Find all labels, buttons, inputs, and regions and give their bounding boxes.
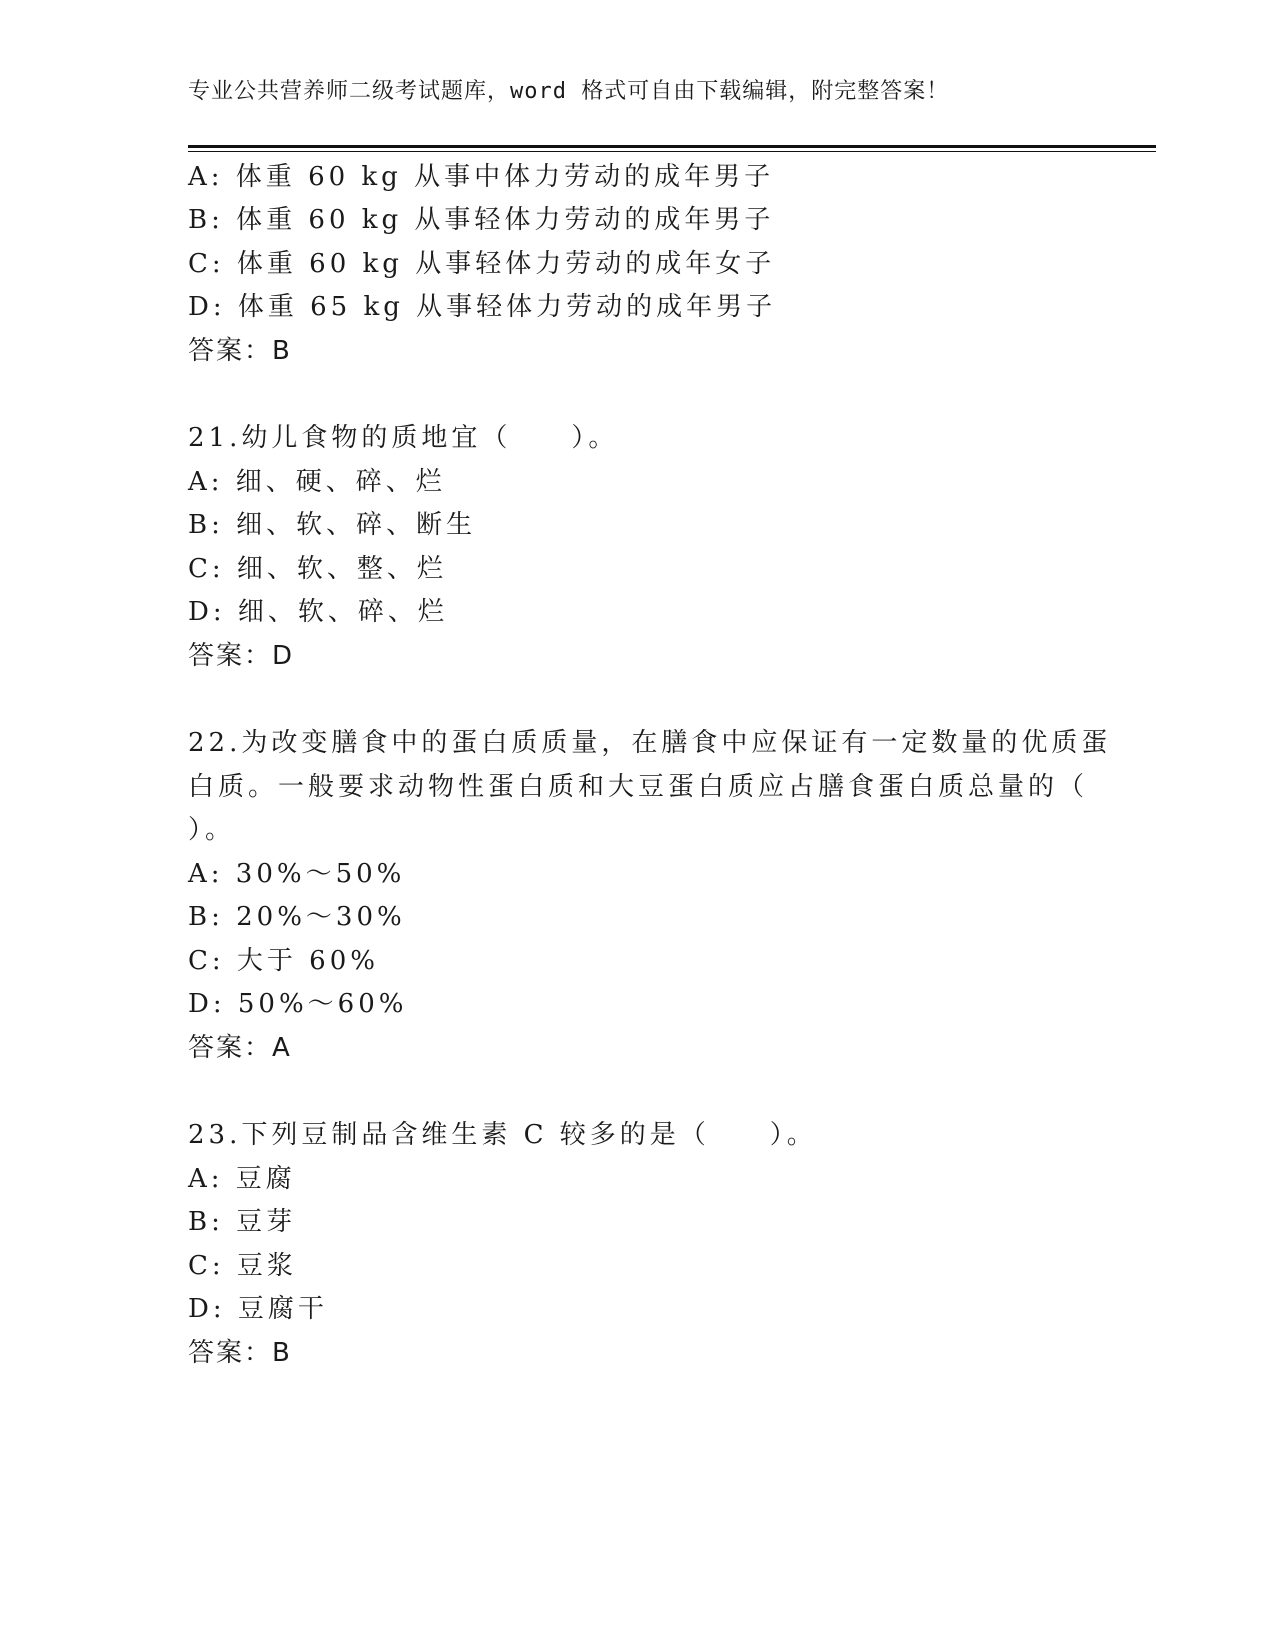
q23-option-a: A: 豆腐: [188, 1164, 296, 1194]
q22-option-d: D: 50%～60%: [188, 989, 408, 1019]
q22-option-c: C: 大于 60%: [188, 946, 379, 976]
header-rule-thin: [188, 151, 1156, 152]
q20-option-a: A: 体重 60 kg 从事中体力劳动的成年男子: [188, 162, 775, 192]
q21-answer: 答案：D: [188, 641, 295, 671]
q21-option-a: A: 细、硬、碎、烂: [188, 467, 446, 497]
q22-option-b: B: 20%～30%: [188, 902, 406, 932]
q23-option-d: D: 豆腐干: [188, 1294, 328, 1324]
q23-answer: 答案：B: [188, 1338, 292, 1368]
q22-stem-line-2: 白质。一般要求动物性蛋白质和大豆蛋白质应占膳食蛋白质总量的（: [188, 772, 1089, 802]
q21-option-c: C: 细、软、整、烂: [188, 554, 447, 584]
q20-option-b: B: 体重 60 kg 从事轻体力劳动的成年男子: [188, 205, 775, 235]
q20-option-c: C: 体重 60 kg 从事轻体力劳动的成年女子: [188, 249, 776, 279]
q20-answer: 答案：B: [188, 336, 292, 366]
q22-option-a: A: 30%～50%: [188, 859, 406, 889]
header-rule: [188, 145, 1156, 148]
q21-option-d: D: 细、软、碎、烂: [188, 597, 448, 627]
q22-stem-line-1: 22.为改变膳食中的蛋白质质量，在膳食中应保证有一定数量的优质蛋: [188, 728, 1112, 758]
q22-answer: 答案：A: [188, 1033, 292, 1063]
q21-option-b: B: 细、软、碎、断生: [188, 510, 477, 540]
page-header: 专业公共营养师二级考试题库，word 格式可自由下载编辑，附完整答案！: [188, 79, 950, 104]
q23-option-b: B: 豆芽: [188, 1207, 297, 1237]
q21-stem: 21.幼儿食物的质地宜（ ）。: [188, 423, 619, 453]
q22-stem-line-3: ）。: [188, 815, 236, 845]
q23-stem: 23.下列豆制品含维生素 C 较多的是（ ）。: [188, 1120, 817, 1150]
q20-option-d: D: 体重 65 kg 从事轻体力劳动的成年男子: [188, 292, 777, 322]
q23-option-c: C: 豆浆: [188, 1251, 297, 1281]
